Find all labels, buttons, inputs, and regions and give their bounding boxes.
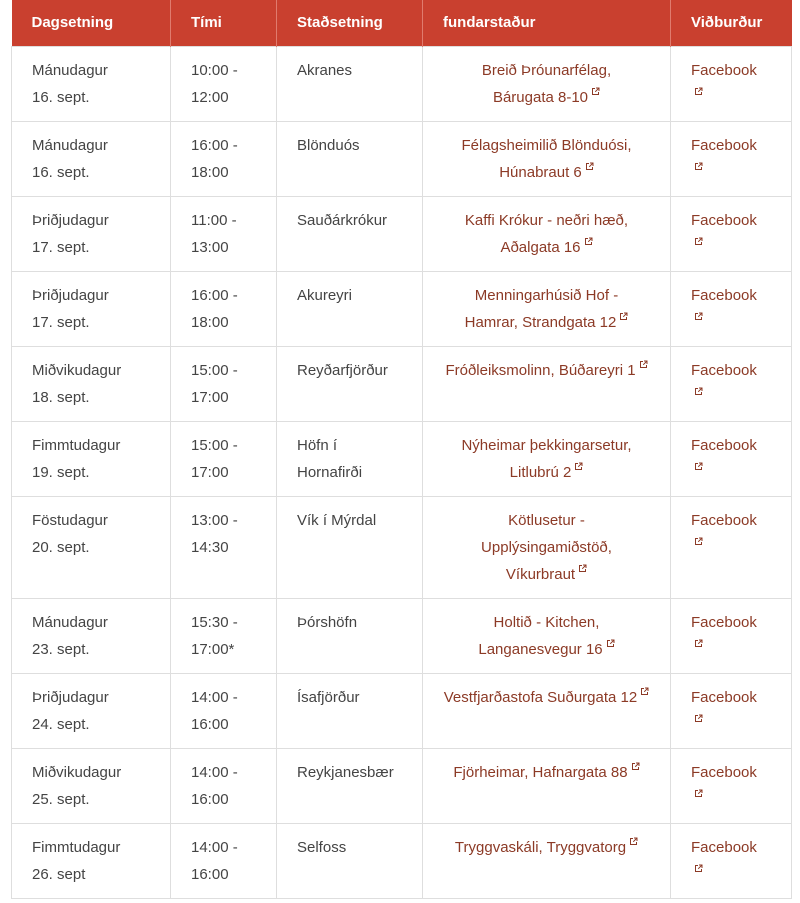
venue-link[interactable] [481,512,612,583]
date-cell [12,196,171,271]
external-link-icon [694,864,703,873]
external-link-icon [631,762,640,771]
date-cell [12,46,171,121]
time-start: 14:00 - [191,763,238,781]
header-time: Tími [171,0,277,46]
schedule-table [11,0,792,899]
event-cell [671,346,792,421]
venue-line: Litlubrú 2 [509,463,572,481]
external-link-icon [619,312,628,321]
time-end: 18:00 [191,163,229,181]
venue-line: Víkurbraut [505,565,576,583]
location-name: Vík í Mýrdal [297,511,377,529]
facebook-event-link[interactable] [691,62,757,106]
table-row [12,673,792,748]
venue-line: Holtið - Kitchen, [493,613,600,631]
time-start: 15:30 - [191,613,238,631]
time-end: 17:00 [191,463,229,481]
location-cell [277,823,423,898]
table-row [12,823,792,898]
event-cell [671,823,792,898]
location-cell [277,196,423,271]
venue-cell [423,496,671,598]
venue-line: Fjörheimar, Hafnargata 88 [453,763,628,781]
time-end: 17:00 [191,388,229,406]
time-cell [171,496,277,598]
time-start: 16:00 - [191,286,238,304]
date-cell [12,823,171,898]
location-name: Ísafjörður [297,688,360,706]
date-value: 17. sept. [32,313,90,331]
external-link-icon [640,687,649,696]
date-value: 24. sept. [32,715,90,733]
venue-cell [423,598,671,673]
date-cell [12,598,171,673]
table-row [12,346,792,421]
venue-cell [423,421,671,496]
date-value: 16. sept. [32,163,90,181]
location-cell [277,748,423,823]
facebook-link-label: Facebook [691,61,757,79]
event-cell [671,598,792,673]
date-value: 17. sept. [32,238,90,256]
external-link-icon [585,162,594,171]
venue-line: Kötlusetur - [508,511,585,529]
facebook-event-link[interactable] [691,839,757,883]
header-venue: fundarstaður [423,0,671,46]
time-start: 10:00 - [191,61,238,79]
facebook-link-label: Facebook [691,763,757,781]
location-name: Akranes [297,61,353,79]
venue-line: Húnabraut 6 [499,163,582,181]
date-cell [12,271,171,346]
time-cell [171,121,277,196]
time-cell [171,823,277,898]
facebook-link-label: Facebook [691,613,757,631]
external-link-icon [694,387,703,396]
time-start: 15:00 - [191,436,238,454]
day-name: Þriðjudagur [32,286,109,304]
venue-link[interactable] [453,764,639,781]
external-link-icon [574,462,583,471]
header-date: Dagsetning [12,0,171,46]
day-name: Þriðjudagur [32,211,109,229]
location-name: Reykjanesbær [297,763,394,781]
date-value: 19. sept. [32,463,90,481]
location-cell [277,46,423,121]
location-cell [277,598,423,673]
facebook-link-label: Facebook [691,136,757,154]
table-body [12,46,792,898]
event-cell [671,196,792,271]
external-link-icon [639,360,648,369]
venue-line: Menningarhúsið Hof - [474,286,619,304]
table-header [12,0,792,46]
time-end: 16:00 [191,715,229,733]
location-cell [277,421,423,496]
facebook-event-link[interactable] [691,362,757,406]
date-value: 25. sept. [32,790,90,808]
location-cell [277,121,423,196]
location-name: Akureyri [297,286,353,304]
event-cell [671,121,792,196]
external-link-icon [584,237,593,246]
venue-line: Hamrar, Strandgata 12 [464,313,617,331]
table-row [12,271,792,346]
time-end: 16:00 [191,865,229,883]
external-link-icon [606,639,615,648]
time-start: 11:00 - [191,211,237,229]
external-link-icon [591,87,600,96]
venue-line: Vestfjarðastofa Suðurgata 12 [443,688,638,706]
date-cell [12,346,171,421]
time-cell [171,46,277,121]
external-link-icon [694,537,703,546]
facebook-link-label: Facebook [691,211,757,229]
date-cell [12,496,171,598]
facebook-event-link[interactable] [691,137,757,181]
time-cell [171,271,277,346]
facebook-event-link[interactable] [691,512,757,556]
venue-cell [423,748,671,823]
time-cell [171,421,277,496]
facebook-event-link[interactable] [691,437,757,481]
table-row [12,421,792,496]
time-end: 16:00 [191,790,229,808]
location-name: Höfn í Hornafirði [297,436,363,481]
event-cell [671,46,792,121]
venue-line: Tryggvaskáli, Tryggvatorg [454,838,627,856]
venue-line: Kaffi Krókur - neðri hæð, [464,211,629,229]
time-end: 14:30 [191,538,229,556]
external-link-icon [694,462,703,471]
time-start: 15:00 - [191,361,238,379]
venue-link[interactable] [461,137,631,181]
location-name: Blönduós [297,136,360,154]
event-cell [671,271,792,346]
location-cell [277,271,423,346]
venue-link[interactable] [455,839,638,856]
external-link-icon [694,87,703,96]
date-value: 16. sept. [32,88,90,106]
date-cell [12,748,171,823]
location-cell [277,496,423,598]
time-cell [171,673,277,748]
venue-cell [423,271,671,346]
facebook-link-label: Facebook [691,688,757,706]
time-start: 14:00 - [191,688,238,706]
header-location: Staðsetning [277,0,423,46]
facebook-link-label: Facebook [691,361,757,379]
facebook-link-label: Facebook [691,838,757,856]
event-cell [671,421,792,496]
event-cell [671,673,792,748]
date-cell [12,673,171,748]
venue-cell [423,196,671,271]
date-cell [12,421,171,496]
venue-link[interactable] [465,212,628,256]
time-end: 12:00 [191,88,229,106]
venue-line: Aðalgata 16 [500,238,581,256]
day-name: Þriðjudagur [32,688,109,706]
venue-line: Félagsheimilið Blönduósi, [461,136,632,154]
time-cell [171,196,277,271]
facebook-event-link[interactable] [691,689,757,733]
day-name: Mánudagur [32,136,108,154]
time-cell [171,748,277,823]
table-row [12,496,792,598]
external-link-icon [694,312,703,321]
venue-line: Langanesvegur 16 [478,640,603,658]
facebook-event-link[interactable] [691,614,757,658]
location-name: Þórshöfn [297,613,358,631]
day-name: Miðvikudagur [32,361,122,379]
date-value: 26. sept [32,865,86,883]
time-end: 18:00 [191,313,229,331]
external-link-icon [629,837,638,846]
day-name: Miðvikudagur [32,763,122,781]
table-row [12,598,792,673]
external-link-icon [694,714,703,723]
header-event: Viðburður [671,0,792,46]
venue-line: Breið Þróunarfélag, [481,61,612,79]
venue-line: Upplýsingamiðstöð, [481,538,612,556]
date-value: 18. sept. [32,388,90,406]
location-cell [277,346,423,421]
facebook-event-link[interactable] [691,212,757,256]
event-cell [671,748,792,823]
table-row [12,196,792,271]
table-row [12,46,792,121]
facebook-event-link[interactable] [691,764,757,808]
venue-link[interactable] [465,287,629,331]
external-link-icon [694,789,703,798]
day-name: Föstudagur [32,511,108,529]
time-end: 13:00 [191,238,229,256]
location-cell [277,673,423,748]
venue-line: Nýheimar þekkingarsetur, [461,436,632,454]
external-link-icon [694,162,703,171]
venue-line: Fróðleiksmolinn, Búðareyri 1 [445,361,636,379]
venue-cell [423,673,671,748]
venue-cell [423,121,671,196]
table-row [12,748,792,823]
date-value: 20. sept. [32,538,90,556]
facebook-link-label: Facebook [691,436,757,454]
external-link-icon [578,564,587,573]
facebook-event-link[interactable] [691,287,757,331]
venue-link[interactable] [444,689,649,706]
day-name: Mánudagur [32,61,108,79]
schedule-table-wrapper [11,0,791,899]
location-name: Selfoss [297,838,347,856]
date-cell [12,121,171,196]
venue-cell [423,46,671,121]
time-cell [171,346,277,421]
venue-link[interactable] [478,614,614,658]
time-start: 13:00 - [191,511,238,529]
day-name: Fimmtudagur [32,838,121,856]
venue-cell [423,346,671,421]
location-name: Reyðarfjörður [297,361,388,379]
facebook-link-label: Facebook [691,511,757,529]
facebook-link-label: Facebook [691,286,757,304]
external-link-icon [694,639,703,648]
venue-link[interactable] [461,437,631,481]
location-name: Sauðárkrókur [297,211,388,229]
external-link-icon [694,237,703,246]
date-value: 23. sept. [32,640,90,658]
event-cell [671,496,792,598]
day-name: Fimmtudagur [32,436,121,454]
day-name: Mánudagur [32,613,108,631]
venue-link[interactable] [482,62,611,106]
time-end: 17:00* [191,640,235,658]
venue-cell [423,823,671,898]
time-start: 16:00 - [191,136,238,154]
table-row [12,121,792,196]
venue-link[interactable] [445,362,647,379]
time-cell [171,598,277,673]
venue-line: Bárugata 8-10 [492,88,589,106]
time-start: 14:00 - [191,838,238,856]
